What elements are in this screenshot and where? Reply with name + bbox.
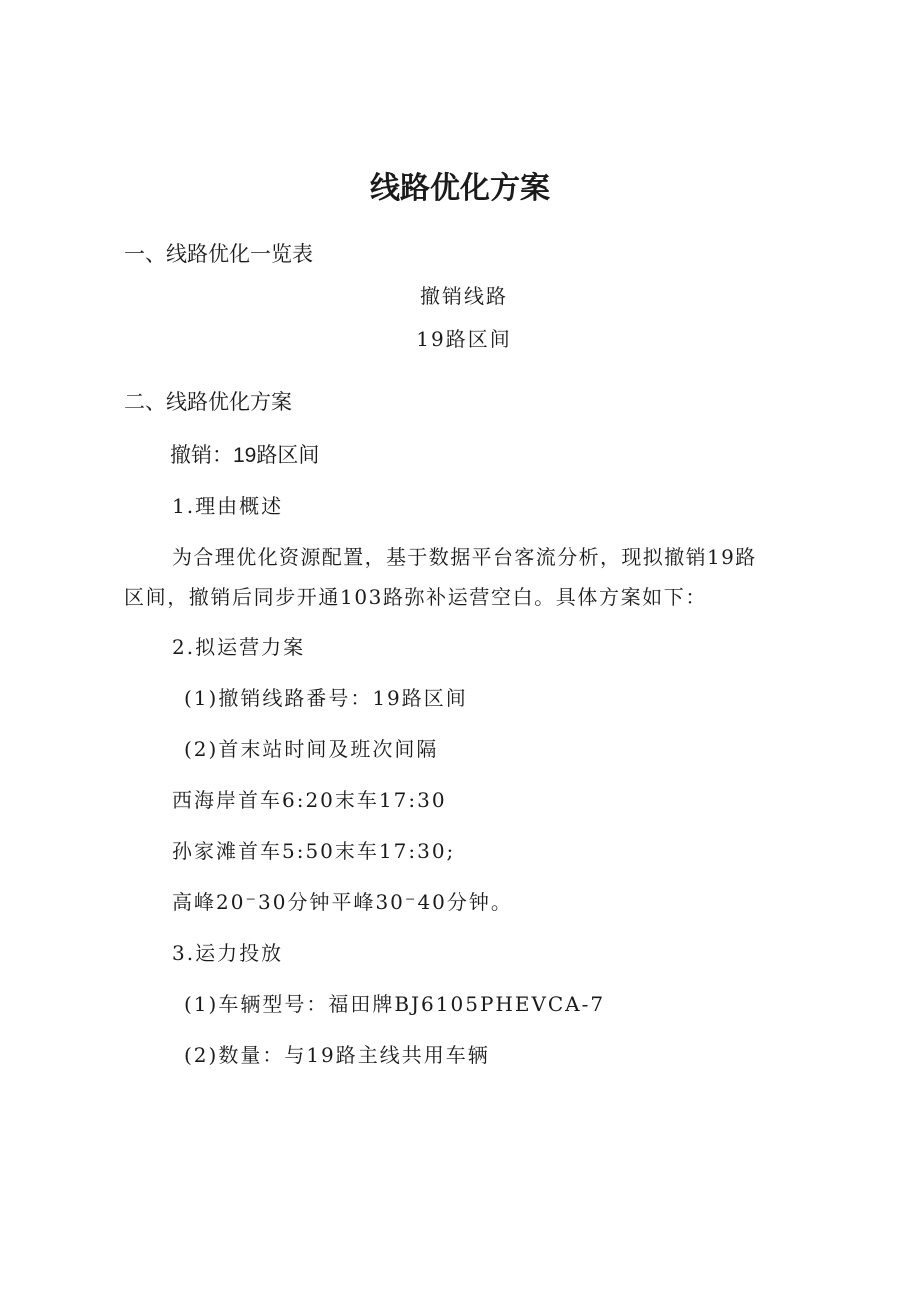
schedule-line-2: 孙家滩首车5:50末车17:30; [172, 839, 456, 863]
capacity-heading: 3.运力投放 [172, 941, 284, 965]
plan-heading: 2.拟运营力案 [172, 635, 306, 659]
plan-item-1: (1)撤销线路番号：19路区间 [184, 686, 468, 710]
capacity-item-2: (2)数量：与19路主线共用车辆 [184, 1043, 490, 1067]
section-1-heading: 一、线路优化一览表 [124, 243, 313, 266]
cancel-line-heading: 撤销：19路区间 [170, 444, 320, 467]
table-header-cell: 撤销线路 [420, 284, 508, 308]
reason-paragraph-line-2: 区间，撤销后同步开通103路弥补运营空白。具体方案如下： [124, 585, 707, 609]
section-2-heading: 二、线路优化方案 [124, 391, 292, 414]
table-value-cell: 19路区间 [416, 327, 512, 351]
capacity-item-1: (1)车辆型号：福田牌BJ6105PHEVCA-7 [184, 992, 606, 1016]
schedule-line-3: 高峰20⁻30分钟平峰30⁻40分钟。 [172, 890, 513, 914]
reason-heading: 1.理由概述 [172, 494, 284, 518]
document-title: 线路优化方案 [370, 172, 550, 205]
reason-paragraph-line-1: 为合理优化资源配置，基于数据平台客流分析，现拟撤销19路 [172, 545, 757, 569]
plan-item-2: (2)首末站时间及班次间隔 [184, 737, 439, 761]
schedule-line-1: 西海岸首车6:20末车17:30 [172, 788, 447, 812]
